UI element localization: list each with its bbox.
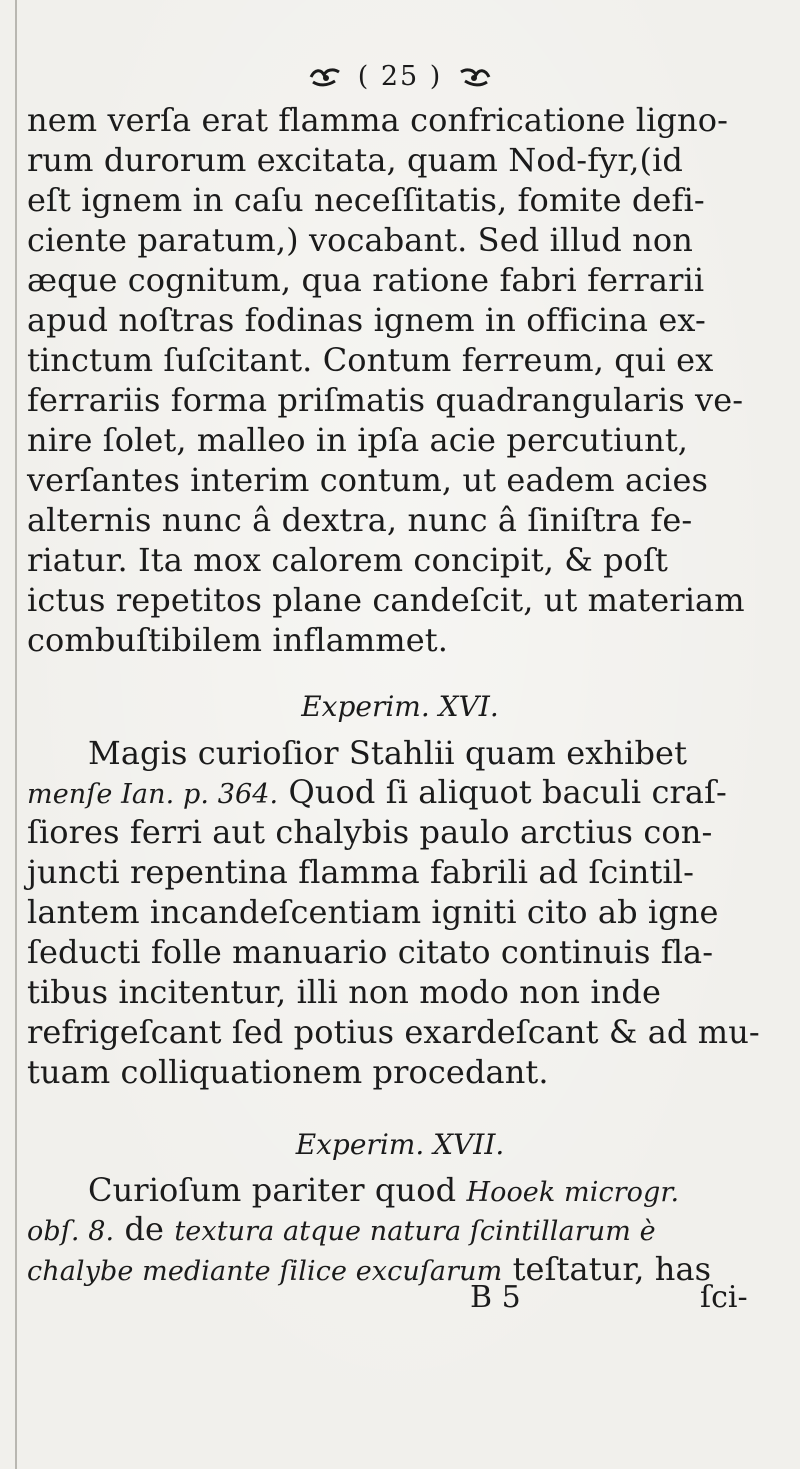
text-line: nem verſa erat flamma confricatione ligno- [27, 101, 728, 139]
text-line: ferrariis forma priſmatis quadrangularis ve- [27, 381, 744, 419]
text-line: eſt ignem in caſu neceſſitatis, fomite defi- [27, 181, 705, 219]
text-span: Curioſum pariter quod [88, 1171, 467, 1209]
text-line: tibus incitentur, illi non modo non inde [27, 973, 661, 1011]
left-fleuron-icon [309, 66, 343, 88]
citation: menſe Ian. p. 364. [27, 779, 279, 810]
right-fleuron-icon [457, 66, 491, 88]
text-line: ciente paratum,) vocabant. Sed illud non [27, 221, 693, 259]
text-span: teſtatur, has [502, 1250, 712, 1288]
text-line: riatur. Ita mox calorem concipit, & poſt [27, 541, 669, 579]
text-line [27, 1210, 787, 1251]
text-line [88, 1171, 788, 1212]
text-span: de [114, 1210, 175, 1248]
text-line: ſiores ferri aut chalybis paulo arctius con- [27, 813, 713, 851]
text-line: Magis curioſior Stahlii quam exhibet [88, 734, 688, 772]
text-line: tuam colliquationem procedant. [27, 1053, 549, 1091]
text-line: tinctum ſuſcitant. Contum ferreum, qui ex [27, 341, 714, 379]
italic-phrase: textura atque natura ſcintillarum è [174, 1216, 656, 1247]
text-line: æque cognitum, qua ratione fabri ferrarii [27, 261, 705, 299]
text-line [27, 1250, 787, 1291]
text-line: alternis nunc â dextra, nunc â ſiniſtra fe- [27, 501, 693, 539]
text-line: juncti repentina flamma fabrili ad ſcintil- [27, 853, 695, 891]
citation: Hooek microgr. [466, 1177, 680, 1208]
text-line: ictus repetitos plane candeſcit, ut materiam [27, 581, 745, 619]
text-line: nire ſolet, malleo in ipſa acie percutiunt, [27, 421, 689, 459]
text-line: combuſtibilem inflammet. [27, 621, 449, 659]
page-edge-rule [15, 0, 17, 1469]
signature-mark: B 5 [470, 1280, 521, 1315]
page-number: ( 25 ) [357, 61, 443, 92]
text-line: ſeducti folle manuario citato continuis fla- [27, 933, 714, 971]
citation: obſ. 8. [27, 1216, 115, 1247]
text-line: refrigeſcant ſed potius exardeſcant & ad mu- [27, 1013, 760, 1051]
text-line: lantem incandeſcentiam igniti cito ab igne [27, 893, 719, 931]
text-span: Quod ſi aliquot baculi craſ- [278, 773, 727, 811]
running-head [0, 60, 800, 92]
text-line [27, 773, 787, 814]
italic-phrase: chalybe mediante ſilice excuſarum [27, 1256, 503, 1287]
text-line: rum durorum excitata, quam Nod-fyr,(id [27, 141, 683, 179]
text-line: apud noſtras fodinas ignem in officina ex- [27, 301, 706, 339]
experiment-heading: Experim. XVI. [301, 690, 499, 723]
catchword: ſci- [700, 1280, 748, 1315]
text-line: verſantes interim contum, ut eadem acies [27, 461, 709, 499]
experiment-heading: Experim. XVII. [295, 1128, 505, 1161]
